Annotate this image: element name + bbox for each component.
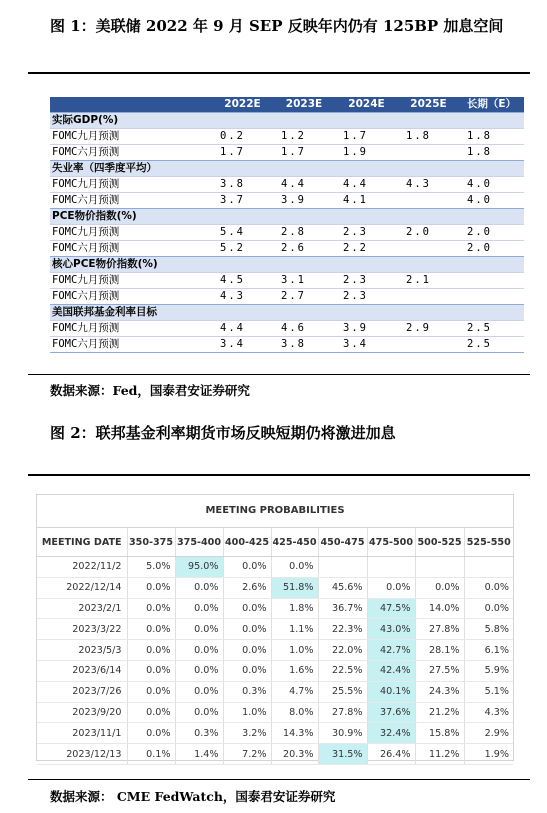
table-cell: 1.0% [271, 640, 318, 661]
table-cell: 0.0% [127, 598, 175, 619]
table-cell: 3.8 [273, 337, 335, 353]
column-header: 375-400 [175, 528, 223, 557]
table-cell: 1.7 [273, 145, 335, 161]
table-cell: 7.2% [223, 744, 271, 765]
table-cell: 2.3 [335, 225, 398, 241]
panel-title: MEETING PROBABILITIES [37, 495, 513, 528]
section-label: PCE物价指数(%) [50, 209, 524, 225]
meeting-date: 2023/3/22 [37, 619, 127, 640]
table-cell: 0.0% [223, 640, 271, 661]
sep-projection-table [50, 97, 524, 353]
section-label: 失业率（四季度平均） [50, 161, 524, 177]
table-cell: 0.0% [127, 577, 175, 598]
table-cell: 4.4 [273, 177, 335, 193]
table-cell: 0.0% [175, 681, 223, 702]
row-label: FOMC九月预测 [50, 129, 212, 145]
table-cell: 22.3% [318, 619, 367, 640]
table-cell: 4.5 [212, 273, 273, 289]
highlighted-cell: 31.5% [318, 744, 367, 765]
table-row [37, 744, 513, 765]
table-row [37, 557, 513, 578]
column-header: 2022E [212, 97, 273, 113]
section-label: 实际GDP(%) [50, 113, 524, 129]
table-cell: 4.4 [335, 177, 398, 193]
column-header: 525-550 [464, 528, 513, 557]
meeting-date: 2022/12/14 [37, 577, 127, 598]
meeting-date: 2023/5/3 [37, 640, 127, 661]
highlighted-cell: 42.7% [367, 640, 415, 661]
table-cell: 4.0 [459, 193, 524, 209]
meeting-date: 2023/11/1 [37, 723, 127, 744]
table-cell: 2.0 [398, 225, 459, 241]
table-cell: 4.3% [464, 702, 513, 723]
table-row [50, 177, 524, 193]
table-cell: 5.4 [212, 225, 273, 241]
table-row [37, 660, 513, 681]
table-header-row [50, 97, 524, 113]
table-cell: 0.0% [464, 577, 513, 598]
highlighted-cell: 42.4% [367, 660, 415, 681]
table-cell: 3.7 [212, 193, 273, 209]
row-label: FOMC九月预测 [50, 225, 212, 241]
table-cell: 4.1 [335, 193, 398, 209]
table-cell: 15.8% [415, 723, 464, 744]
table-cell: 14.0% [415, 598, 464, 619]
table-cell: 0.0% [127, 619, 175, 640]
table-cell [459, 273, 524, 289]
table-cell: 4.7% [271, 681, 318, 702]
section-row [50, 113, 524, 129]
table-row [50, 321, 524, 337]
column-header: 2023E [273, 97, 335, 113]
meeting-date: 2022/11/2 [37, 557, 127, 578]
meeting-date: 2023/12/13 [37, 744, 127, 765]
table-cell: 0.0% [223, 598, 271, 619]
table-cell: 2.9 [398, 321, 459, 337]
table-cell: 36.7% [318, 598, 367, 619]
table-cell: 24.3% [415, 681, 464, 702]
table-cell: 20.3% [271, 744, 318, 765]
table-cell: 1.8% [271, 598, 318, 619]
highlighted-cell: 32.4% [367, 723, 415, 744]
table-cell: 0.0% [127, 702, 175, 723]
table-cell: 2.3 [335, 273, 398, 289]
table-cell: 2.8 [273, 225, 335, 241]
table-cell: 0.0% [127, 640, 175, 661]
table-row [50, 337, 524, 353]
table-cell: 2.0 [459, 241, 524, 257]
table-cell: 45.6% [318, 577, 367, 598]
table-cell: 0.0% [127, 660, 175, 681]
highlighted-cell: 47.5% [367, 598, 415, 619]
table-cell: 3.1 [273, 273, 335, 289]
table-cell: 2.1 [398, 273, 459, 289]
column-header [50, 97, 212, 113]
meeting-date: 2023/6/14 [37, 660, 127, 681]
figure1-top-rule [28, 72, 530, 74]
table-cell: 22.5% [318, 660, 367, 681]
table-row [50, 273, 524, 289]
table-cell: 1.9 [335, 145, 398, 161]
table-row [37, 723, 513, 744]
table-cell: 8.0% [271, 702, 318, 723]
table-cell: 0.0% [175, 598, 223, 619]
table-cell: 3.8 [212, 177, 273, 193]
figure2-title: 图 2：联邦基金利率期货市场反映短期仍将激进加息 [50, 424, 396, 442]
row-label: FOMC六月预测 [50, 193, 212, 209]
table-cell: 0.0% [127, 723, 175, 744]
table-row [37, 681, 513, 702]
table-cell: 14.3% [271, 723, 318, 744]
figure2-source: 数据来源： CME FedWatch，国泰君安证券研究 [50, 789, 336, 804]
table-cell: 27.5% [415, 660, 464, 681]
highlighted-cell: 43.0% [367, 619, 415, 640]
table-row [50, 193, 524, 209]
table-cell: 30.9% [318, 723, 367, 744]
table-cell: 1.0% [223, 702, 271, 723]
table-cell: 1.2 [273, 129, 335, 145]
table-cell: 1.9% [464, 744, 513, 765]
table-cell: 4.0 [459, 177, 524, 193]
table-cell: 6.1% [464, 640, 513, 661]
table-cell [398, 193, 459, 209]
table-cell [367, 557, 415, 578]
table-cell [415, 557, 464, 578]
table-row [37, 577, 513, 598]
row-label: FOMC六月预测 [50, 289, 212, 305]
table-row [50, 145, 524, 161]
table-cell: 0.0% [127, 681, 175, 702]
column-header: 400-425 [223, 528, 271, 557]
table-cell [398, 241, 459, 257]
section-label: 核心PCE物价指数(%) [50, 257, 524, 273]
table-cell: 3.2% [223, 723, 271, 744]
table-cell: 0.3% [175, 723, 223, 744]
table-cell: 3.4 [335, 337, 398, 353]
row-label: FOMC六月预测 [50, 145, 212, 161]
table-cell: 5.8% [464, 619, 513, 640]
column-header: MEETING DATE [37, 528, 127, 557]
table-cell: 0.3% [223, 681, 271, 702]
table-cell: 2.5 [459, 337, 524, 353]
table-cell: 27.8% [318, 702, 367, 723]
table-cell: 4.3 [398, 177, 459, 193]
row-label: FOMC九月预测 [50, 273, 212, 289]
table-cell: 1.7 [335, 129, 398, 145]
table-cell: 0.1% [127, 744, 175, 765]
section-label: 美国联邦基金利率目标 [50, 305, 524, 321]
table-cell: 0.0% [175, 577, 223, 598]
table-cell: 0.0% [223, 660, 271, 681]
table-cell: 1.8 [459, 145, 524, 161]
meeting-date: 2023/7/26 [37, 681, 127, 702]
table-cell: 1.8 [459, 129, 524, 145]
table-cell: 2.9% [464, 723, 513, 744]
table-cell: 4.3 [212, 289, 273, 305]
table-cell: 5.0% [127, 557, 175, 578]
table-cell: 2.6 [273, 241, 335, 257]
column-header: 2025E [398, 97, 459, 113]
table-cell: 3.4 [212, 337, 273, 353]
table-cell: 26.4% [367, 744, 415, 765]
highlighted-cell: 95.0% [175, 557, 223, 578]
column-header: 长期（E） [459, 97, 524, 113]
row-label: FOMC九月预测 [50, 321, 212, 337]
table-cell: 1.8 [398, 129, 459, 145]
table-cell: 1.1% [271, 619, 318, 640]
table-row [50, 129, 524, 145]
table-row [37, 619, 513, 640]
table-row [37, 702, 513, 723]
table-cell: 0.0% [415, 577, 464, 598]
table-cell: 2.2 [335, 241, 398, 257]
row-label: FOMC六月预测 [50, 337, 212, 353]
table-cell: 21.2% [415, 702, 464, 723]
table-row [50, 289, 524, 305]
table-cell: 3.9 [273, 193, 335, 209]
column-header: 350-375 [127, 528, 175, 557]
section-row [50, 209, 524, 225]
table-cell: 0.0% [175, 640, 223, 661]
table-cell: 25.5% [318, 681, 367, 702]
column-header: 500-525 [415, 528, 464, 557]
section-row [50, 257, 524, 273]
table-cell: 2.0 [459, 225, 524, 241]
meeting-probabilities-table [37, 528, 513, 765]
table-cell: 0.0% [367, 577, 415, 598]
table-cell: 1.4% [175, 744, 223, 765]
table-cell: 0.0% [175, 619, 223, 640]
highlighted-cell: 51.8% [271, 577, 318, 598]
table-cell: 0.0% [223, 557, 271, 578]
table-cell [398, 145, 459, 161]
table-cell: 4.4 [212, 321, 273, 337]
column-header: 2024E [335, 97, 398, 113]
table-cell: 5.9% [464, 660, 513, 681]
table-cell [398, 289, 459, 305]
table-row [50, 225, 524, 241]
table-cell [398, 337, 459, 353]
column-header: 475-500 [367, 528, 415, 557]
table-cell: 28.1% [415, 640, 464, 661]
column-header: 450-475 [318, 528, 367, 557]
table-row [37, 640, 513, 661]
table-cell: 0.0% [464, 598, 513, 619]
table-header-row [37, 528, 513, 557]
figure2-top-rule [28, 474, 530, 476]
table-cell: 22.0% [318, 640, 367, 661]
table-cell: 2.6% [223, 577, 271, 598]
row-label: FOMC九月预测 [50, 177, 212, 193]
section-row [50, 161, 524, 177]
figure1-source: 数据来源：Fed，国泰君安证券研究 [50, 383, 250, 398]
row-label: FOMC六月预测 [50, 241, 212, 257]
table-cell: 0.0% [223, 619, 271, 640]
table-cell: 1.7 [212, 145, 273, 161]
table-cell: 2.7 [273, 289, 335, 305]
table-cell: 2.5 [459, 321, 524, 337]
table-cell [318, 557, 367, 578]
table-cell [459, 289, 524, 305]
column-header: 425-450 [271, 528, 318, 557]
highlighted-cell: 37.6% [367, 702, 415, 723]
table-row [37, 598, 513, 619]
table-cell: 0.0% [175, 660, 223, 681]
table-cell: 11.2% [415, 744, 464, 765]
figure2-bottom-rule [28, 779, 530, 780]
table-cell: 0.0% [175, 702, 223, 723]
meeting-date: 2023/9/20 [37, 702, 127, 723]
figure1-title: 图 1：美联储 2022 年 9 月 SEP 反映年内仍有 125BP 加息空间 [50, 17, 504, 35]
figure1-bottom-rule [28, 374, 530, 375]
table-cell: 0.0% [271, 557, 318, 578]
table-cell: 1.6% [271, 660, 318, 681]
table-cell: 4.6 [273, 321, 335, 337]
table-cell: 3.9 [335, 321, 398, 337]
highlighted-cell: 40.1% [367, 681, 415, 702]
table-cell: 5.1% [464, 681, 513, 702]
section-row [50, 305, 524, 321]
table-cell: 0.2 [212, 129, 273, 145]
table-cell: 27.8% [415, 619, 464, 640]
table-cell: 2.3 [335, 289, 398, 305]
meeting-date: 2023/2/1 [37, 598, 127, 619]
table-row [50, 241, 524, 257]
meeting-probabilities-panel [36, 494, 514, 761]
table-cell [464, 557, 513, 578]
table-cell: 5.2 [212, 241, 273, 257]
